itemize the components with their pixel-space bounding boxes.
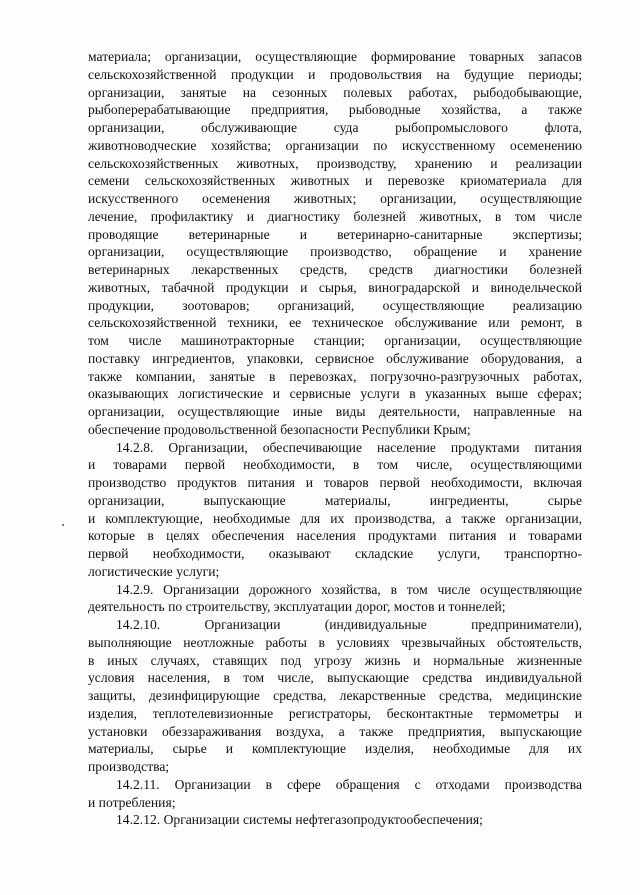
text-line: оказывающих логистические и сервисные услуги в указанных выше сферах; xyxy=(88,386,582,402)
text-line: материалы, сырье и комплектующие изделия, необходимые для их xyxy=(88,741,582,757)
text-line: лечение, профилактику и диагностику болезней животных, в том числе xyxy=(88,208,582,224)
text-line: деятельность по строительству, эксплуатации дорог, мостов и тоннелей; xyxy=(88,599,506,615)
text-line: производства; xyxy=(88,759,170,774)
text-line: сельскохозяйственных животных, производству, хранению и реализации xyxy=(88,155,582,171)
text-line: логистические услуги; xyxy=(88,563,220,579)
text-line: рыбоперерабатывающие предприятия, рыбоводные хозяйства, а также xyxy=(88,102,582,118)
text-line: защиты, дезинфицирующие средства, лекарственные средства, медицинские xyxy=(88,688,582,703)
text-line: ветеринарных лекарственных средств, средств диагностики болезней xyxy=(88,262,582,277)
text-line: организации, осуществляющие производство, обращение и хранение xyxy=(88,244,582,260)
text-line: которые в целях обеспечения населения продуктами питания и товарами xyxy=(88,528,582,544)
text-line: материала; организации, осуществляющие формирование товарных запасов xyxy=(88,49,582,64)
text-line: организации, осуществляющие иные виды деятельности, направленные на xyxy=(88,404,582,419)
text-line: сельскохозяйственной продукции и продовольствия на будущие периоды; xyxy=(88,66,582,82)
text-line: сельскохозяйственной техники, ее техническое обслуживание или ремонт, в xyxy=(88,315,582,331)
text-line: и товарами первой необходимости, в том числе, осуществляющими xyxy=(88,457,582,473)
text-line: установки обеззараживания воздуха, а также предприятия, выпускающие xyxy=(88,723,582,739)
text-line: организации, выпускающие материалы, ингредиенты, сырье xyxy=(88,492,582,508)
text-line: также компании, занятые в перевозках, погрузочно-разгрузочных работах, xyxy=(88,368,582,384)
text-line: искусственного осеменения животных; организации, осуществляющие xyxy=(88,191,582,206)
text-line: условия населения, в том числе, выпускающие средства индивидуальной xyxy=(88,670,582,686)
text-line: 14.2.12. Организации системы нефтегазопродуктообеспечения; xyxy=(116,812,483,828)
text-line: 14.2.9. Организации дорожного хозяйства, в том числе осуществляющие xyxy=(116,581,582,597)
text-line: продукции, зоотоваров; организаций, осуществляющие реализацию xyxy=(88,297,582,313)
document-body xyxy=(88,48,582,829)
text-line: 14.2.10. Организации (индивидуальные предприниматели), xyxy=(116,617,582,632)
text-line: выполняющие неотложные работы в условиях чрезвычайных обстоятельств, xyxy=(88,634,582,650)
text-line: 14.2.11. Организации в сфере обращения с отходами производства xyxy=(116,776,582,792)
text-line: в иных случаях, ставящих под угрозу жизнь и нормальные жизненные xyxy=(88,652,582,668)
scan-speck xyxy=(62,524,64,526)
text-line: 14.2.8. Организации, обеспечивающие население продуктами питания xyxy=(116,439,582,455)
text-line: изделия, теплотелевизионные регистраторы, бесконтактные термометры и xyxy=(88,705,582,721)
text-line: семени сельскохозяйственных животных и перевозке криоматериала для xyxy=(88,173,582,189)
text-line: производство продуктов питания и товаров первой необходимости, включая xyxy=(88,475,582,490)
text-line: первой необходимости, оказывают складские услуги, транспортно- xyxy=(88,546,582,561)
text-line: том числе машинотракторные станции; организации, осуществляющие xyxy=(88,333,582,348)
text-line: животноводческие хозяйства; организации по искусственному осеменению xyxy=(88,137,582,153)
text-line: и комплектующие, необходимые для их производства, а также организации, xyxy=(88,510,582,526)
text-line: животных, табачной продукции и сырья, виноградарской и винодельческой xyxy=(88,279,582,295)
text-line: организации, занятые на сезонных полевых работах, рыбодобывающие, xyxy=(88,84,582,100)
text-line: и потребления; xyxy=(88,794,176,810)
text-line: проводящие ветеринарные и ветеринарно-санитарные экспертизы; xyxy=(88,226,582,242)
text-line: обеспечение продовольственной безопасности Республики Крым; xyxy=(88,421,471,437)
text-line: поставку ингредиентов, упаковки, сервисное обслуживание оборудования, а xyxy=(88,350,582,366)
text-line: организации, обслуживающие суда рыбопромыслового флота, xyxy=(88,120,582,135)
